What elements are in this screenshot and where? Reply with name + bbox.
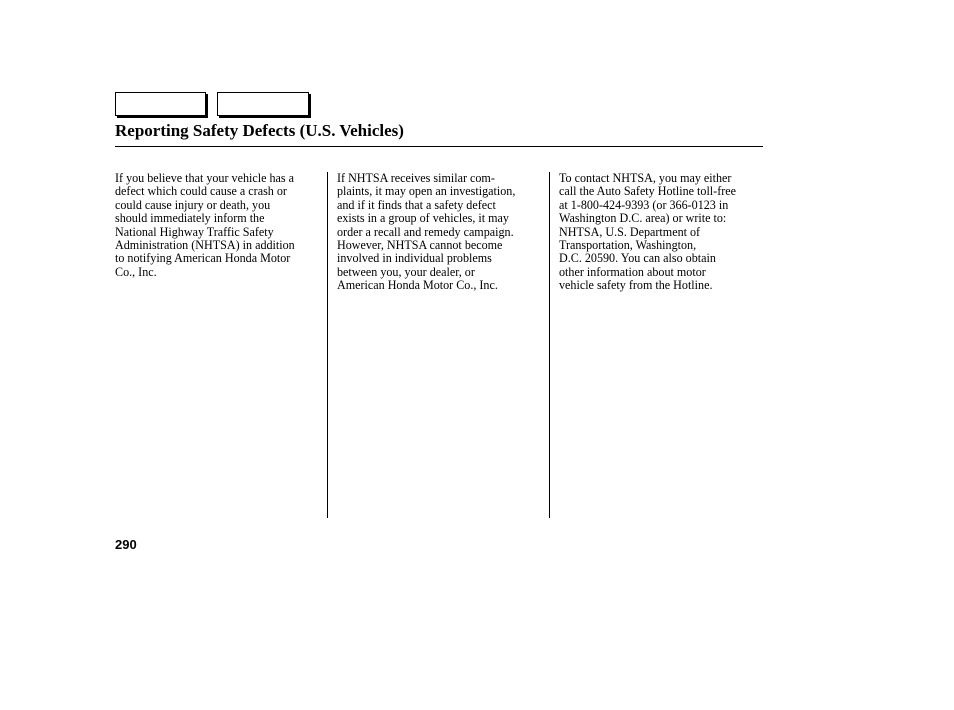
- text-line: should immediately inform the: [115, 211, 265, 226]
- text-column-2: [337, 172, 542, 293]
- nav-tab-box-2[interactable]: [217, 92, 309, 116]
- text-line: call the Auto Safety Hotline toll-free: [559, 184, 736, 199]
- text-line: and if it finds that a safety defect: [337, 197, 496, 212]
- text-line: exists in a group of vehicles, it may: [337, 211, 509, 226]
- nav-tab-box-1[interactable]: [115, 92, 206, 116]
- text-line: Administration (NHTSA) in addition: [115, 238, 295, 253]
- text-line: plaints, it may open an investigation,: [337, 184, 516, 199]
- text-line: D.C. 20590. You can also obtain: [559, 251, 716, 266]
- title-divider: [115, 146, 763, 147]
- page-title: Reporting Safety Defects (U.S. Vehicles): [115, 121, 404, 140]
- page-number: 290: [115, 537, 137, 552]
- text-line: NHTSA, U.S. Department of: [559, 224, 701, 239]
- text-line: If NHTSA receives similar com-: [337, 171, 495, 185]
- text-line: defect which could cause a crash or: [115, 184, 287, 199]
- text-line: to notifying American Honda Motor: [115, 251, 291, 266]
- text-line: could cause injury or death, you: [115, 197, 271, 212]
- text-line: at 1-800-424-9393 (or 366-0123 in: [559, 197, 729, 212]
- text-line: involved in individual problems: [337, 251, 492, 266]
- column-divider-2: [549, 172, 550, 518]
- text-line: However, NHTSA cannot become: [337, 238, 503, 253]
- text-line: Transportation, Washington,: [559, 238, 697, 253]
- text-line: order a recall and remedy campaign.: [337, 224, 514, 239]
- text-line: If you believe that your vehicle has a: [115, 171, 294, 185]
- text-line: vehicle safety from the Hotline.: [559, 278, 713, 293]
- text-column-1: [115, 172, 320, 279]
- text-line: To contact NHTSA, you may either: [559, 171, 732, 185]
- text-line: other information about motor: [559, 264, 706, 279]
- text-line: between you, your dealer, or: [337, 264, 475, 279]
- column-divider-1: [327, 172, 328, 518]
- text-line: National Highway Traffic Safety: [115, 224, 274, 239]
- text-line: Co., Inc.: [115, 264, 157, 279]
- text-column-3: [559, 172, 764, 293]
- text-line: American Honda Motor Co., Inc.: [337, 278, 498, 293]
- text-line: Washington D.C. area) or write to:: [559, 211, 727, 226]
